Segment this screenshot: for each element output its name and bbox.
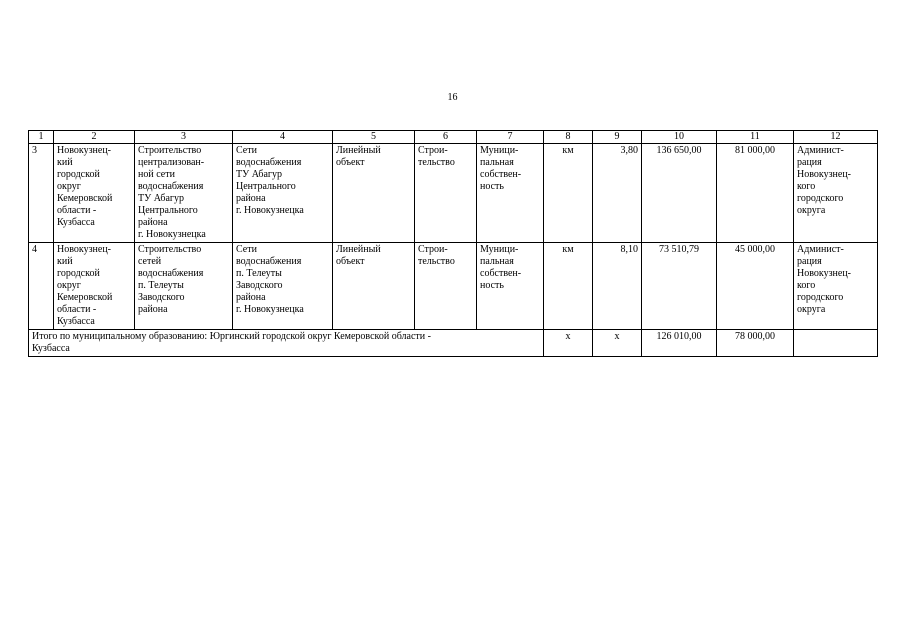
- cost-total-cell: 73 510,79: [642, 243, 717, 330]
- header-cell: 9: [593, 131, 642, 144]
- total-budget-cell: 78 000,00: [717, 330, 794, 357]
- total-capacity-cell: х: [593, 330, 642, 357]
- location-cell: Сети водоснабжения ТУ Абагур Центрального района г. Новокузнецка: [233, 144, 333, 243]
- page-number: 16: [447, 92, 458, 103]
- header-cell: 3: [135, 131, 233, 144]
- work-type-cell: Строи- тельство: [415, 243, 477, 330]
- total-unit-cell: х: [544, 330, 593, 357]
- table-row: [29, 243, 878, 330]
- header-cell: 11: [717, 131, 794, 144]
- unit-cell: км: [544, 243, 593, 330]
- object-name-cell: Строительство централизован- ной сети водоснабжения ТУ Абагур Центрального района г. Новокузнецка: [135, 144, 233, 243]
- header-cell: 10: [642, 131, 717, 144]
- table-row: [29, 144, 878, 243]
- object-type-cell: Линейный объект: [333, 144, 415, 243]
- header-cell: 1: [29, 131, 54, 144]
- municipality-cell: Новокузнец- кий городской округ Кемеровской области - Кузбасса: [54, 243, 135, 330]
- work-type-cell: Строи- тельство: [415, 144, 477, 243]
- ownership-cell: Муници- пальная собствен- ность: [477, 243, 544, 330]
- customer-cell: Админист- рация Новокузнец- кого городского округа: [794, 144, 878, 243]
- investment-table: [28, 130, 878, 357]
- header-cell: 6: [415, 131, 477, 144]
- object-name-cell: Строительство сетей водоснабжения п. Телеуты Заводского района: [135, 243, 233, 330]
- cost-budget-cell: 81 000,00: [717, 144, 794, 243]
- header-cell: 12: [794, 131, 878, 144]
- unit-cell: км: [544, 144, 593, 243]
- header-cell: 5: [333, 131, 415, 144]
- row-number: 4: [29, 243, 54, 330]
- total-customer-cell: [794, 330, 878, 357]
- total-label: Итого по муниципальному образованию: Юргинский городской округ Кемеровской области - Кузбасса: [29, 330, 544, 357]
- capacity-cell: 3,80: [593, 144, 642, 243]
- ownership-cell: Муници- пальная собствен- ность: [477, 144, 544, 243]
- total-row: [29, 330, 878, 357]
- header-cell: 8: [544, 131, 593, 144]
- cost-budget-cell: 45 000,00: [717, 243, 794, 330]
- header-cell: 2: [54, 131, 135, 144]
- cost-total-cell: 136 650,00: [642, 144, 717, 243]
- header-cell: 4: [233, 131, 333, 144]
- customer-cell: Админист- рация Новокузнец- кого городского округа: [794, 243, 878, 330]
- municipality-cell: Новокузнец- кий городской округ Кемеровской области - Кузбасса: [54, 144, 135, 243]
- header-row: [29, 131, 878, 144]
- location-cell: Сети водоснабжения п. Телеуты Заводского района г. Новокузнецка: [233, 243, 333, 330]
- row-number: 3: [29, 144, 54, 243]
- total-cost-cell: 126 010,00: [642, 330, 717, 357]
- object-type-cell: Линейный объект: [333, 243, 415, 330]
- header-cell: 7: [477, 131, 544, 144]
- capacity-cell: 8,10: [593, 243, 642, 330]
